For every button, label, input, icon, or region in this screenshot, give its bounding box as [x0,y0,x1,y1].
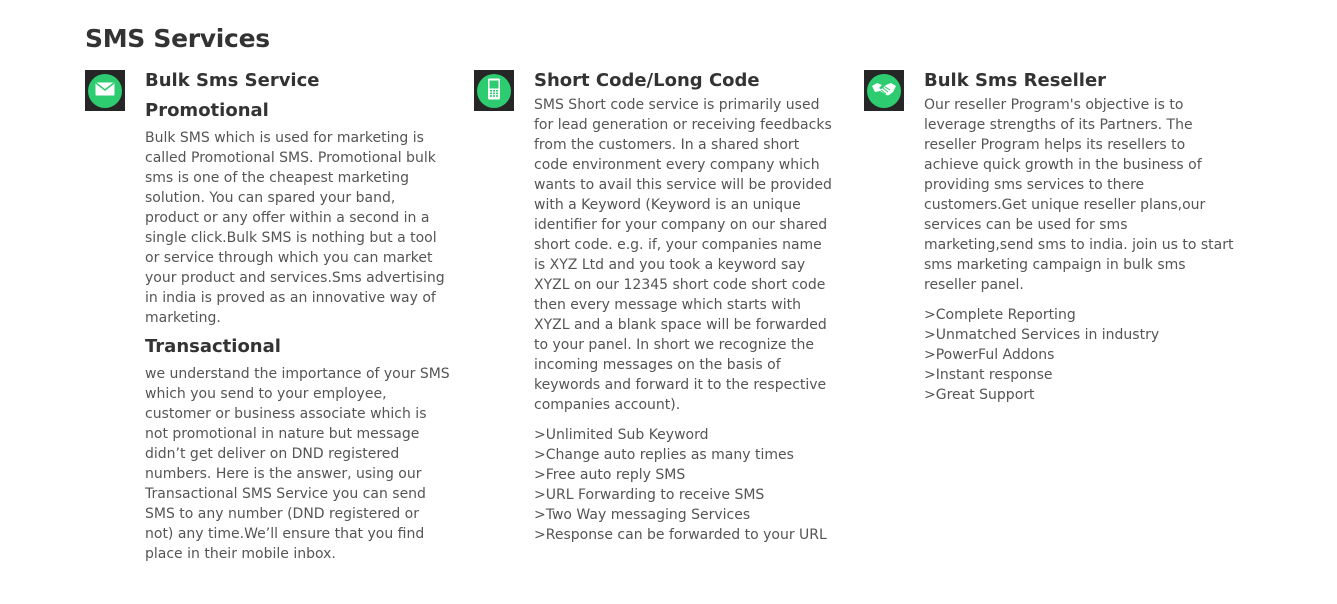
feature-item: >Great Support [924,387,1035,403]
envelope-icon [95,81,115,100]
section-subtitle-promotional: Promotional [145,100,269,121]
feature-item: >Unmatched Services in industry [924,327,1160,343]
service-icon-box [474,70,514,111]
page-title: SMS Services [85,24,270,53]
service-title: Short Code/Long Code [534,70,760,91]
feature-list [534,425,834,545]
feature-item: >Instant response [924,367,1053,383]
feature-list [924,305,1234,405]
service-description: SMS Short code service is primarily used for lead generation or receiving feedbacks from the customers. In a shared short code environment every company which wants to avail this service will be provided with a Keyword (Keyword is an unique identifier for your company on our shared short code. e.g. if, your companies name is XYZ Ltd and you took a keyword say XYZL on our 12345 short code short code then every message which starts with XYZL and a blank space will be forwarded to your panel. In short we recognize the incoming messages on the basis of keywords and forward it to the respective companies account). [534,97,832,413]
feature-item: >Unlimited Sub Keyword [534,427,709,443]
section-subtitle-transactional: Transactional [145,336,281,357]
feature-item: >PowerFul Addons [924,347,1055,363]
feature-item: >Complete Reporting [924,307,1076,323]
feature-item: >Response can be forwarded to your URL [534,527,827,543]
mobile-phone-icon [487,78,501,104]
service-icon-box [85,70,125,111]
service-description: Our reseller Program's objective is to leverage strengths of its Partners. The reseller Program helps its resellers to achieve quick growth in the business of providing sms services to there customers.Get unique reseller plans,our services can be used for sms marketing,send sms to india. join us to start sms marketing campaign in bulk sms reseller panel. [924,97,1234,293]
feature-item: >Free auto reply SMS [534,467,686,483]
service-icon-box [864,70,904,111]
feature-item: >URL Forwarding to receive SMS [534,487,765,503]
service-title: Bulk Sms Service [145,70,320,91]
handshake-icon [871,81,897,101]
section-text-transactional: we understand the importance of your SMS which you send to your employee, customer or business associate which is not promotional in nature but message didn’t get deliver on DND registered numbers. Here is the answer, using our Transactional SMS Service you can send SMS to any number (DND registered or not) any time.We’ll ensure that you find place in their mobile inbox. [145,366,450,562]
section-text-promotional: Bulk SMS which is used for marketing is called Promotional SMS. Promotional bulk sms is one of the cheapest marketing solution. You can spared your band, product or any offer within a second in a single click.Bulk SMS is nothing but a tool or service through which you can market your product and services.Sms advertising in india is proved as an innovative way of marketing. [145,130,445,326]
feature-item: >Change auto replies as many times [534,447,794,463]
service-title: Bulk Sms Reseller [924,70,1107,91]
feature-item: >Two Way messaging Services [534,507,751,523]
